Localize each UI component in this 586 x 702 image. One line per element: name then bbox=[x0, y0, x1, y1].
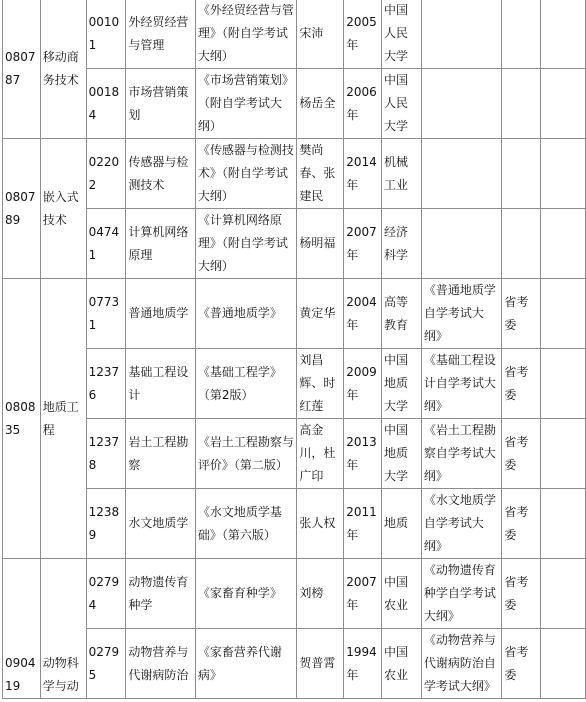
edition-year: 2009年 bbox=[344, 349, 382, 419]
author: 宋沛 bbox=[297, 0, 344, 69]
major-code: 080787 bbox=[3, 0, 41, 139]
empty-cell bbox=[541, 209, 586, 279]
author: 刘昌辉、时红莲 bbox=[297, 349, 344, 419]
publisher: 中国地质大学 bbox=[382, 349, 422, 419]
major-name: 嵌入式技术 bbox=[40, 139, 86, 279]
publisher: 地质 bbox=[382, 489, 422, 559]
issuing-body: 省考委 bbox=[502, 419, 541, 489]
textbook-name: 《家畜营养代谢病》 bbox=[195, 629, 296, 699]
course-code: 02794 bbox=[86, 559, 126, 629]
table-row bbox=[3, 69, 586, 139]
issuing-body bbox=[502, 69, 541, 139]
edition-year: 2007年 bbox=[344, 559, 382, 629]
empty-cell bbox=[541, 0, 586, 69]
table-row bbox=[3, 209, 586, 279]
publisher: 中国人民大学 bbox=[382, 69, 422, 139]
exam-outline: 《水文地质学自学考试大纲》 bbox=[421, 489, 502, 559]
textbook-name: 《基础工程学》（第2版） bbox=[195, 349, 296, 419]
table-row bbox=[3, 419, 586, 489]
exam-outline: 《普通地质学自学考试大纲》 bbox=[421, 279, 502, 349]
course-name: 传感器与检测技术 bbox=[126, 139, 196, 209]
textbook-name: 《水文地质学基础》（第六版） bbox=[195, 489, 296, 559]
author: 杨明福 bbox=[297, 209, 344, 279]
issuing-body bbox=[502, 139, 541, 209]
course-name: 水文地质学 bbox=[126, 489, 196, 559]
table-row bbox=[3, 349, 586, 419]
textbook-name: 《市场营销策划》（附自学考试大纲） bbox=[195, 69, 296, 139]
edition-year: 2006年 bbox=[344, 69, 382, 139]
issuing-body: 省考委 bbox=[502, 279, 541, 349]
textbook-name: 《普通地质学》 bbox=[195, 279, 296, 349]
course-name: 外经贸经营与管理 bbox=[126, 0, 196, 69]
course-table bbox=[2, 0, 586, 699]
publisher: 中国人民大学 bbox=[382, 0, 422, 69]
major-code: 090419 bbox=[3, 559, 41, 699]
course-name: 市场营销策划 bbox=[126, 69, 196, 139]
textbook-name: 《家畜育种学》 bbox=[195, 559, 296, 629]
course-name: 计算机网络原理 bbox=[126, 209, 196, 279]
exam-outline: 《动物遗传育种学自学考试大纲》 bbox=[421, 559, 502, 629]
publisher: 中国农业 bbox=[382, 559, 422, 629]
exam-outline bbox=[421, 139, 502, 209]
course-code: 12376 bbox=[86, 349, 126, 419]
course-code: 07731 bbox=[86, 279, 126, 349]
empty-cell bbox=[541, 419, 586, 489]
author: 黄定华 bbox=[297, 279, 344, 349]
edition-year: 2005年 bbox=[344, 0, 382, 69]
issuing-body bbox=[502, 209, 541, 279]
exam-outline: 《基础工程设计自学考试大纲》 bbox=[421, 349, 502, 419]
edition-year: 2011年 bbox=[344, 489, 382, 559]
empty-cell bbox=[541, 139, 586, 209]
course-name: 基础工程设计 bbox=[126, 349, 196, 419]
textbook-name: 《传感器与检测技术》（附自学考试大纲） bbox=[195, 139, 296, 209]
edition-year: 2007年 bbox=[344, 209, 382, 279]
publisher: 中国农业 bbox=[382, 629, 422, 699]
issuing-body: 省考委 bbox=[502, 489, 541, 559]
course-code: 00101 bbox=[86, 0, 126, 69]
edition-year: 1994年 bbox=[344, 629, 382, 699]
course-name: 动物遗传育种学 bbox=[126, 559, 196, 629]
major-name: 动物科学与动 bbox=[40, 559, 86, 699]
empty-cell bbox=[541, 629, 586, 699]
course-code: 00184 bbox=[86, 69, 126, 139]
table-row bbox=[3, 489, 586, 559]
empty-cell bbox=[541, 489, 586, 559]
issuing-body: 省考委 bbox=[502, 629, 541, 699]
table-row bbox=[3, 559, 586, 629]
author: 杨岳全 bbox=[297, 69, 344, 139]
table-row bbox=[3, 0, 586, 69]
edition-year: 2013年 bbox=[344, 419, 382, 489]
course-code: 02795 bbox=[86, 629, 126, 699]
course-code: 04741 bbox=[86, 209, 126, 279]
course-code: 12378 bbox=[86, 419, 126, 489]
textbook-name: 《计算机网络原理》（附自学考试大纲） bbox=[195, 209, 296, 279]
course-code: 02202 bbox=[86, 139, 126, 209]
author: 刘榜 bbox=[297, 559, 344, 629]
issuing-body bbox=[502, 0, 541, 69]
publisher: 高等教育 bbox=[382, 279, 422, 349]
major-name: 地质工程 bbox=[40, 279, 86, 559]
issuing-body: 省考委 bbox=[502, 559, 541, 629]
exam-outline bbox=[421, 0, 502, 69]
major-code: 080835 bbox=[3, 279, 41, 559]
publisher: 经济科学 bbox=[382, 209, 422, 279]
author: 张人权 bbox=[297, 489, 344, 559]
issuing-body: 省考委 bbox=[502, 349, 541, 419]
author: 贺普霄 bbox=[297, 629, 344, 699]
empty-cell bbox=[541, 69, 586, 139]
course-name: 普通地质学 bbox=[126, 279, 196, 349]
publisher: 机械工业 bbox=[382, 139, 422, 209]
publisher: 中国地质大学 bbox=[382, 419, 422, 489]
empty-cell bbox=[541, 279, 586, 349]
major-name: 移动商务技术 bbox=[40, 0, 86, 139]
textbook-name: 《岩土工程勘察与评价》（第二版） bbox=[195, 419, 296, 489]
table-row bbox=[3, 629, 586, 699]
exam-outline bbox=[421, 209, 502, 279]
empty-cell bbox=[541, 559, 586, 629]
major-code: 080789 bbox=[3, 139, 41, 279]
edition-year: 2004年 bbox=[344, 279, 382, 349]
course-name: 动物营养与代谢病防治 bbox=[126, 629, 196, 699]
exam-outline: 《动物营养与代谢病防治自学考试大纲》 bbox=[421, 629, 502, 699]
course-code: 12389 bbox=[86, 489, 126, 559]
table-row bbox=[3, 139, 586, 209]
course-name: 岩土工程勘察 bbox=[126, 419, 196, 489]
author: 高金川，杜广印 bbox=[297, 419, 344, 489]
author: 樊尚春、张建民 bbox=[297, 139, 344, 209]
edition-year: 2014年 bbox=[344, 139, 382, 209]
table-row bbox=[3, 279, 586, 349]
empty-cell bbox=[541, 349, 586, 419]
exam-outline: 《岩土工程勘察自学考试大纲》 bbox=[421, 419, 502, 489]
textbook-name: 《外经贸经营与管理》（附自学考试大纲） bbox=[195, 0, 296, 69]
exam-outline bbox=[421, 69, 502, 139]
